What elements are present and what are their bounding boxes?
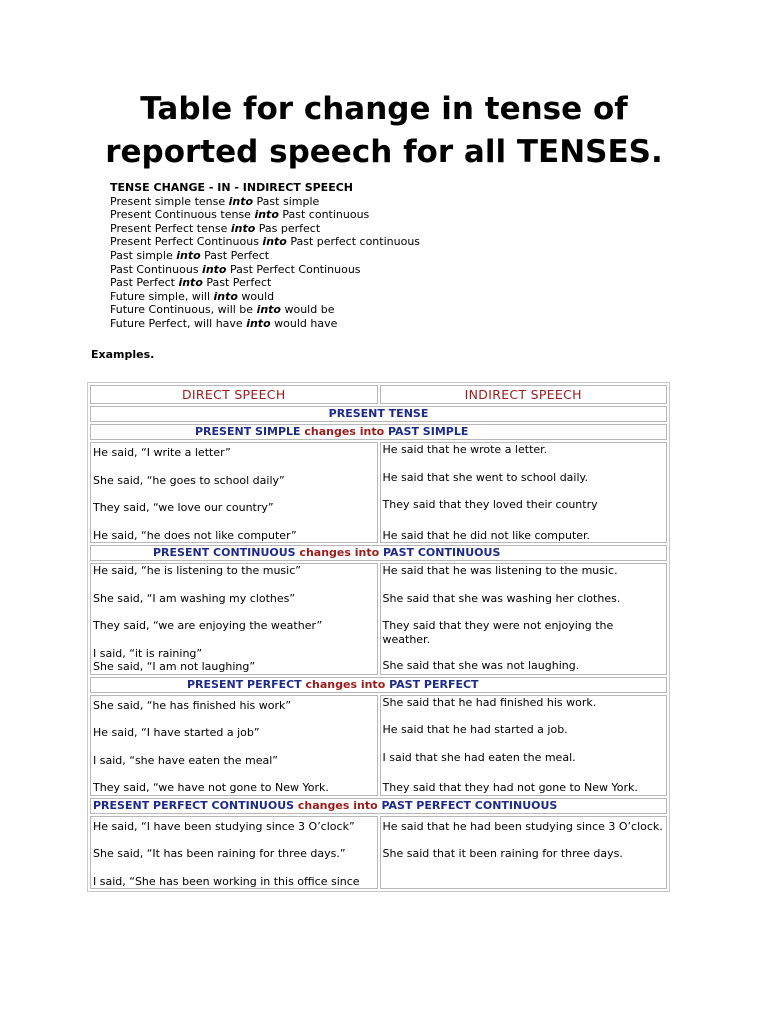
rule-item: Past Continuous into Past Perfect Continuous (110, 262, 361, 276)
direct-sentence: I said, “She has been working in this office since (93, 874, 360, 888)
indirect-sentence: They said that they loved their country (382, 498, 598, 511)
direct-sentence: She said, “I am not laughing” (93, 660, 256, 673)
direct-examples-cell (90, 695, 378, 796)
indirect-sentence: He said that she went to school daily. (382, 470, 588, 484)
indirect-examples-cell (380, 563, 668, 675)
indirect-sentence: They said that they had not gone to New York. (382, 781, 638, 794)
rule-item: Past Perfect into Past Perfect (110, 276, 272, 290)
subheading-present-continuous: PRESENT CONTINUOUS changes into PAST CONTINUOUS (90, 545, 667, 561)
subheading-present-perfect: PRESENT PERFECT changes into PAST PERFECT (90, 677, 667, 693)
rule-item: Present Perfect Continuous into Past perfect continuous (110, 235, 421, 249)
direct-sentence: She said, “he goes to school daily” (93, 473, 285, 487)
direct-sentence: She said, “It has been raining for three days.” (93, 847, 346, 860)
tense-rules-list (110, 181, 420, 331)
indirect-examples-cell (380, 442, 668, 543)
direct-sentence: He said, “I have started a job” (93, 726, 260, 739)
section-present-tense: PRESENT TENSE (90, 406, 667, 422)
direct-sentence: I said, “it is raining” (93, 646, 203, 660)
direct-sentence: She said, “he has finished his work” (93, 698, 292, 712)
table-row (90, 442, 667, 543)
indirect-sentence: She said that she was not laughing. (382, 659, 580, 672)
examples-label: Examples. (91, 348, 155, 361)
direct-sentence: They said, “we love our country” (93, 501, 274, 514)
indirect-sentence: He said that he did not like computer. (382, 528, 591, 542)
indirect-sentence: I said that she had eaten the meal. (382, 750, 576, 764)
direct-sentence: She said, “I am washing my clothes” (93, 591, 296, 605)
section-row (90, 406, 667, 422)
table-row (90, 563, 667, 675)
direct-sentence: They said, “we are enjoying the weather” (93, 619, 323, 632)
indirect-examples-cell (380, 695, 668, 796)
column-header-direct: DIRECT SPEECH (90, 385, 378, 404)
rule-item: Future simple, will into would (110, 289, 275, 303)
indirect-sentence: He said that he had been studying since 3 O’clock. (382, 819, 663, 833)
subheading-row (90, 798, 667, 814)
indirect-sentence: They said that they were not enjoying the weather. (382, 619, 614, 646)
indirect-sentence: He said that he wrote a letter. (382, 443, 548, 456)
direct-examples-cell (90, 442, 378, 543)
subheading-present-simple: PRESENT SIMPLE changes into PAST SIMPLE (90, 424, 667, 440)
rules-heading: TENSE CHANGE - IN - INDIRECT SPEECH (110, 181, 353, 194)
rule-item: Present Perfect tense into Pas perfect (110, 221, 321, 235)
table-row (90, 816, 667, 890)
column-header-indirect: INDIRECT SPEECH (380, 385, 668, 404)
table-header-row (90, 385, 667, 404)
direct-examples-cell (90, 816, 378, 890)
direct-sentence: He said, “I have been studying since 3 O’clock” (93, 819, 355, 833)
rule-item: Present simple tense into Past simple (110, 194, 320, 208)
rule-item: Future Perfect, will have into would have (110, 316, 338, 330)
tense-examples-table (87, 382, 670, 892)
direct-sentence: He said, “he does not like computer” (93, 528, 297, 542)
direct-examples-cell (90, 563, 378, 675)
subheading-row (90, 424, 667, 440)
table-row (90, 695, 667, 796)
direct-sentence: He said, “he is listening to the music” (93, 564, 301, 577)
indirect-examples-cell (380, 816, 668, 890)
title-line-2: reported speech for all TENSES. (105, 134, 663, 170)
direct-sentence: He said, “I write a letter” (93, 446, 231, 459)
indirect-sentence: He said that he was listening to the music. (382, 564, 618, 577)
rule-item: Future Continuous, will be into would be (110, 303, 335, 317)
indirect-sentence: She said that it been raining for three days. (382, 847, 623, 860)
subheading-row (90, 677, 667, 693)
page-title (0, 88, 768, 174)
rule-item: Past simple into Past Perfect (110, 248, 270, 262)
subheading-row (90, 545, 667, 561)
indirect-sentence: He said that he had started a job. (382, 723, 568, 736)
title-line-1: Table for change in tense of (140, 91, 628, 127)
rule-item: Present Continuous tense into Past continuous (110, 208, 370, 222)
direct-sentence: I said, “she have eaten the meal” (93, 753, 278, 767)
indirect-sentence: She said that she was washing her clothes. (382, 591, 621, 605)
indirect-sentence: She said that he had finished his work. (382, 695, 597, 709)
direct-sentence: They said, “we have not gone to New York. (93, 781, 329, 794)
subheading-present-perfect-continuous: PRESENT PERFECT CONTINUOUS changes into PAST PERFECT CONTINUOUS (90, 798, 667, 814)
